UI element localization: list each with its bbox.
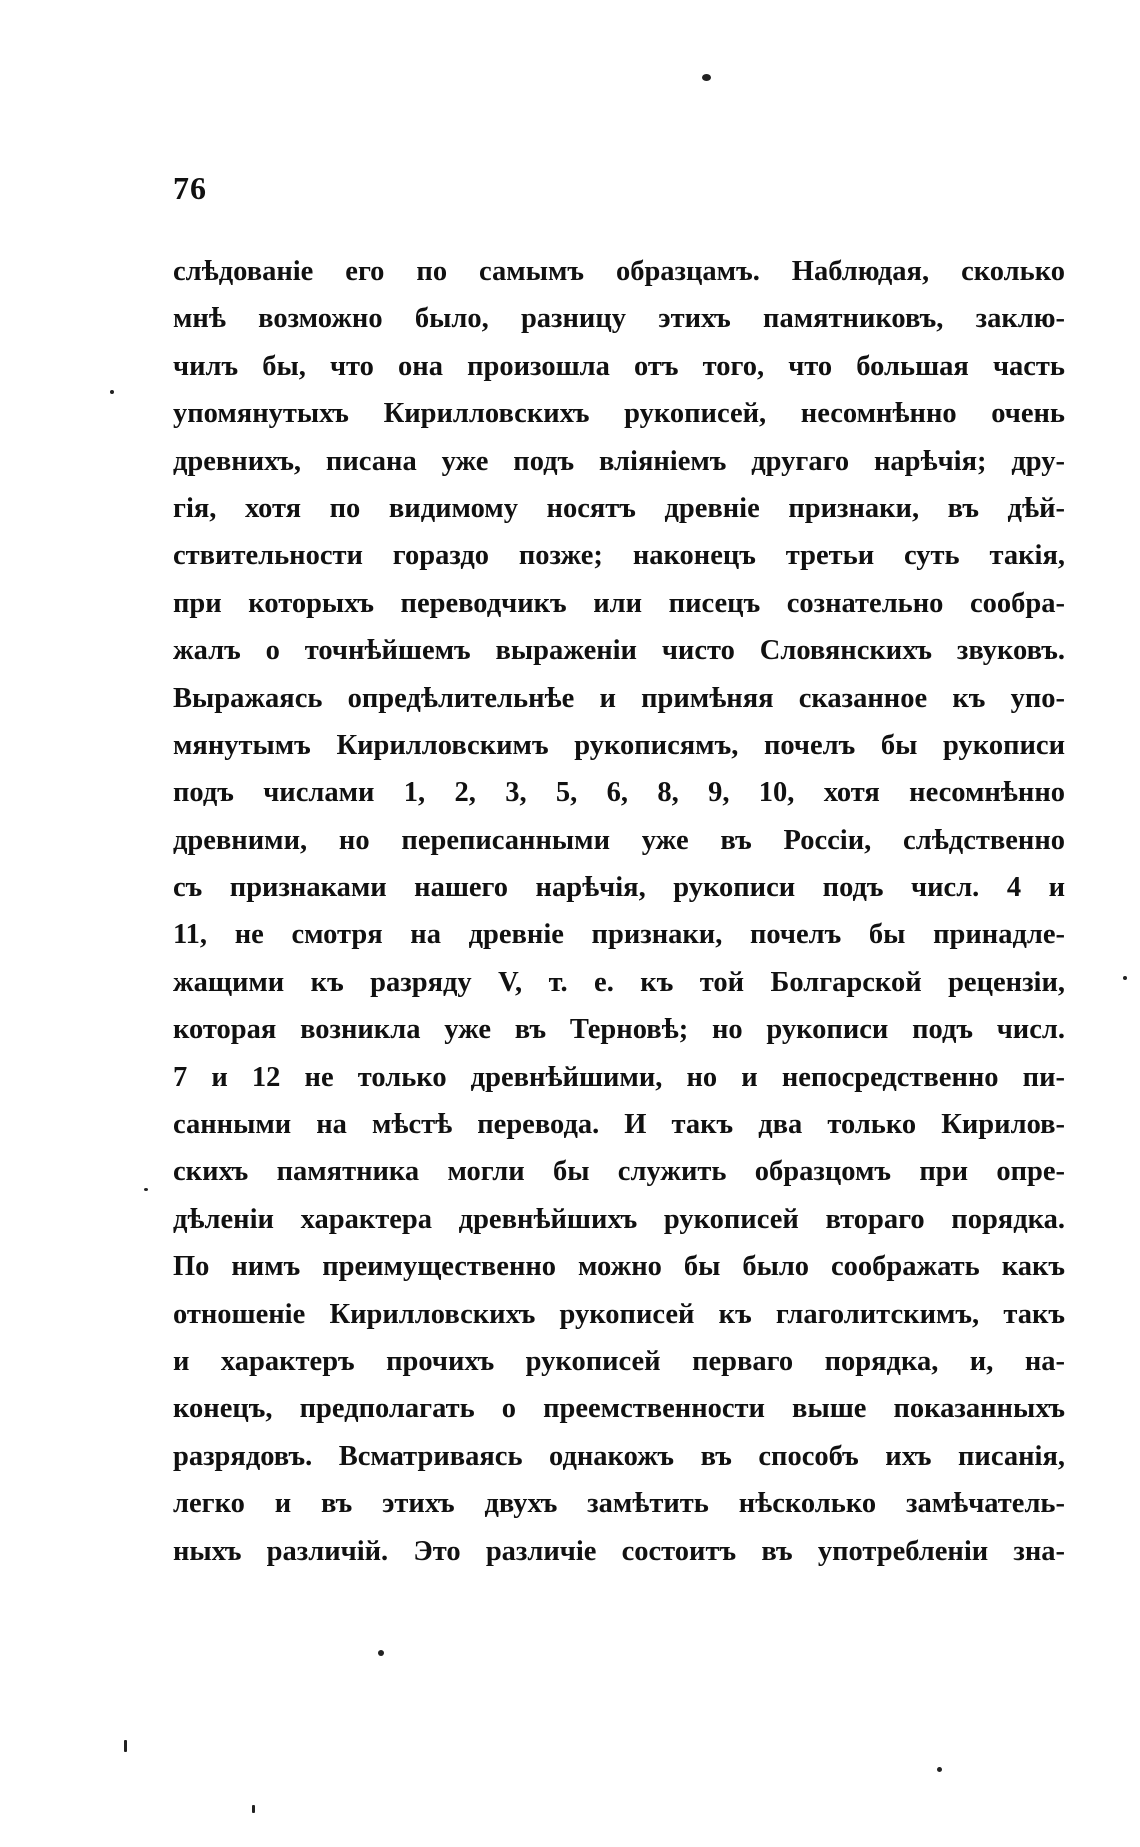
text-line: жащими къ разряду V, т. е. къ той Болгарской рецензіи, [173,966,1065,998]
scan-speck [144,1188,148,1191]
text-line: съ признаками нашего нарѣчія, рукописи подъ числ. 4 и [173,872,1065,904]
text-line: легко и въ этихъ двухъ замѣтить нѣсколько замѣчатель- [173,1488,1065,1520]
text-line: 11, не смотря на древніе признаки, почелъ бы принадле- [173,919,1065,951]
text-line: упомянутыхъ Кирилловскихъ рукописей, несомнѣнно очень [173,398,1065,430]
scan-speck [1123,976,1127,980]
text-line: мянутымъ Кирилловскимъ рукописямъ, почелъ бы рукописи [173,729,1065,761]
scan-speck [252,1805,255,1813]
text-line: скихъ памятника могли бы служить образцомъ при опре- [173,1156,1065,1188]
body-text [173,248,1065,1575]
text-line: при которыхъ переводчикъ или писецъ сознательно сообра- [173,587,1065,619]
text-line: древнихъ, писана уже подъ вліяніемъ другаго нарѣчія; дру- [173,445,1065,477]
scan-speck [937,1767,942,1772]
scan-speck [702,74,711,81]
text-line: чилъ бы, что она произошла отъ того, что большая часть [173,350,1065,382]
text-line: мнѣ возможно было, разницу этихъ памятниковъ, заклю- [173,303,1065,335]
text-line: древними, но переписанными уже въ Россіи, слѣдственно [173,824,1065,856]
text-line: подъ числами 1, 2, 3, 5, 6, 8, 9, 10, хотя несомнѣнно [173,777,1065,809]
text-line: жалъ о точнѣйшемъ выраженіи чисто Словянскихъ звуковъ. [173,635,1065,667]
text-line: отношеніе Кирилловскихъ рукописей къ глаголитскимъ, такъ [173,1298,1065,1330]
text-line: разрядовъ. Всматриваясь однакожъ въ способъ ихъ писанія, [173,1440,1065,1472]
text-line: ныхъ различій. Это различіе состоитъ въ употребленіи зна- [173,1535,1065,1567]
text-line: которая возникла уже въ Терновѣ; но рукописи подъ числ. [173,1014,1065,1046]
page-number: 76 [173,170,207,206]
text-line: дѣленіи характера древнѣйшихъ рукописей втораго порядка. [173,1203,1065,1235]
text-line: 7 и 12 не только древнѣйшими, но и непосредственно пи- [173,1061,1065,1093]
text-line: и характеръ прочихъ рукописей перваго порядка, и, на- [173,1345,1065,1377]
scan-speck [378,1650,384,1656]
text-line: гія, хотя по видимому носятъ древніе признаки, въ дѣй- [173,492,1065,524]
text-line: Выражаясь опредѣлительнѣе и примѣняя сказанное къ упо- [173,682,1065,714]
text-line: По нимъ преимущественно можно бы было соображать какъ [173,1251,1065,1283]
scan-speck [110,390,114,394]
text-line: санными на мѣстѣ перевода. И такъ два только Кирилов- [173,1109,1065,1141]
text-line: конецъ, предполагать о преемственности выше показанныхъ [173,1393,1065,1425]
text-line: ствительности гораздо позже; наконецъ третьи суть такія, [173,540,1065,572]
text-line: слѣдованіе его по самымъ образцамъ. Наблюдая, сколько [173,256,1065,287]
scan-speck [124,1740,127,1752]
